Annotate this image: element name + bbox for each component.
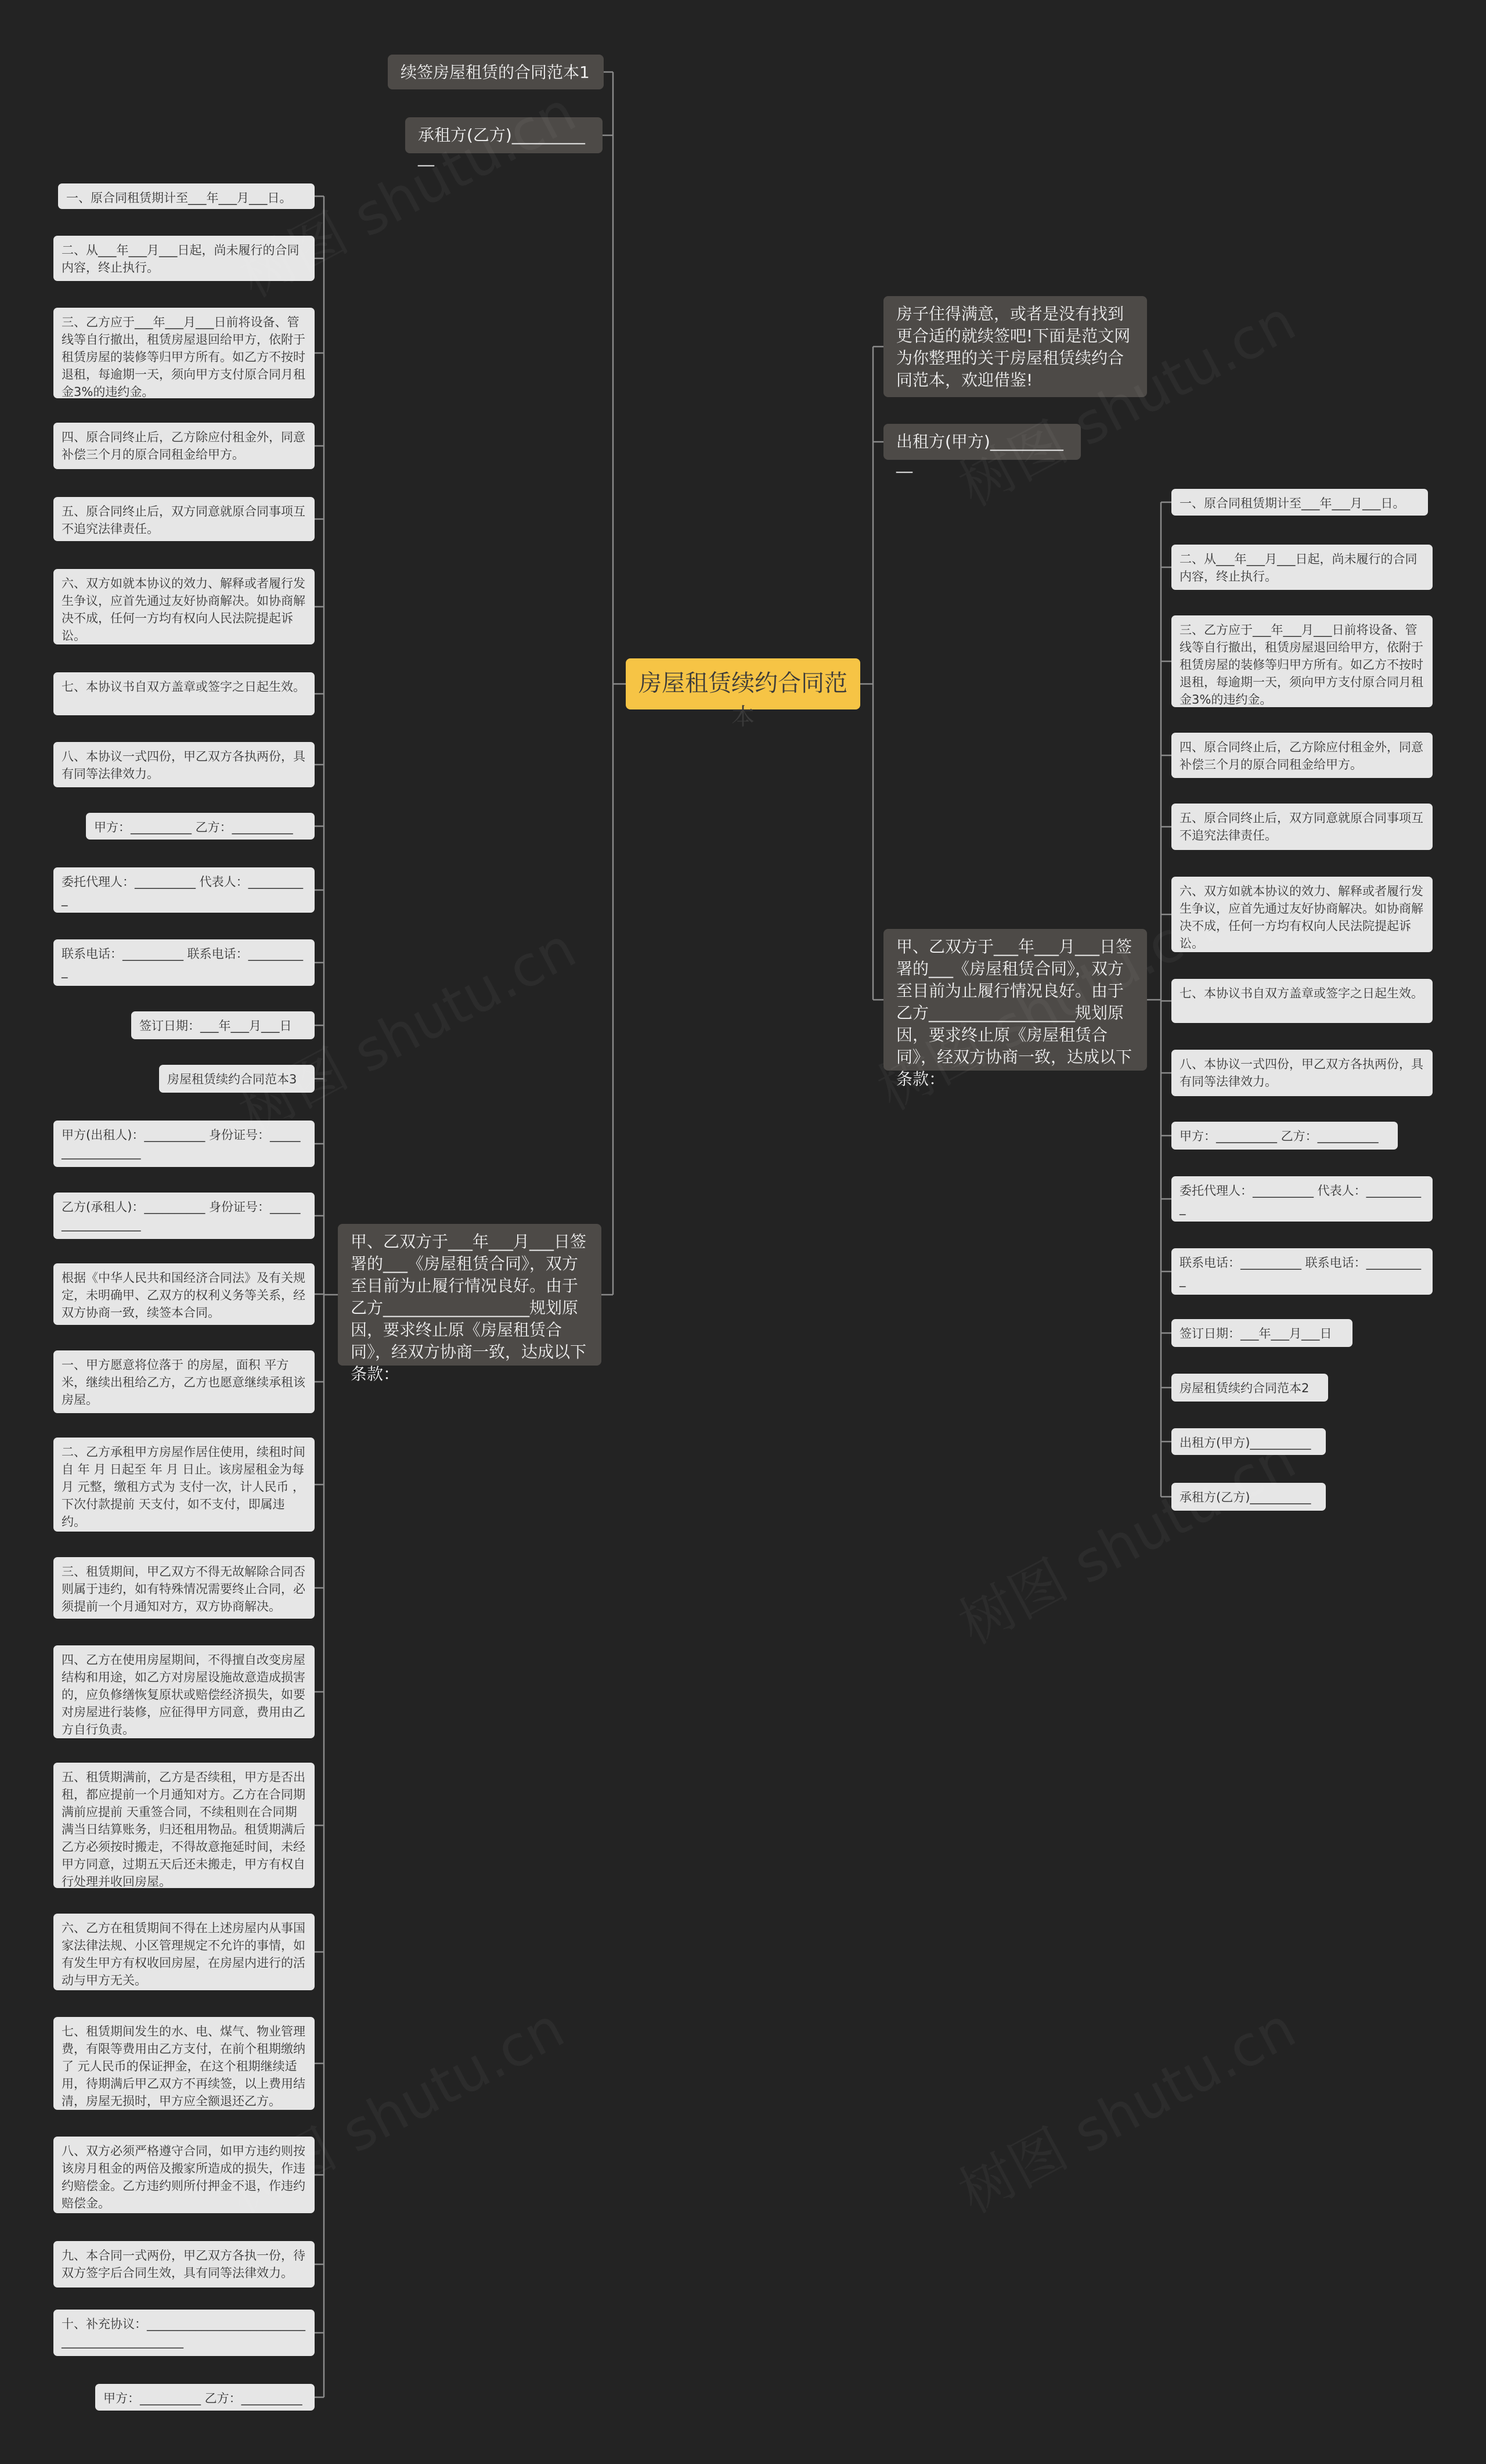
right-leaf-item[interactable]: 甲方：__________ 乙方：__________ xyxy=(1171,1122,1398,1150)
left-leaf-item[interactable]: 签订日期：___年___月___日 xyxy=(131,1011,315,1039)
right-leaf-item[interactable]: 八、本协议一式四份，甲乙双方各执两份，具有同等法律效力。 xyxy=(1171,1050,1433,1096)
right-leaf-item[interactable]: 五、原合同终止后，双方同意就原合同事项互不追究法律责任。 xyxy=(1171,804,1433,850)
left-leaf-item[interactable]: 三、租赁期间，甲乙双方不得无故解除合同否则属于违约，如有特殊情况需要终止合同，必须提前一个月通知对方，双方协商解决。 xyxy=(53,1557,315,1619)
right-leaf-item[interactable]: 七、本协议书自双方盖章或签字之日起生效。 xyxy=(1171,979,1433,1023)
root-topic[interactable]: 房屋租赁续约合同范本 xyxy=(626,658,860,709)
left-leaf-item[interactable]: 五、租赁期满前，乙方是否续租，甲方是否出租，都应提前一个月通知对方。乙方在合同期满前应提前 天重签合同，不续租则在合同期满当日结算账务，归还租用物品。租赁期满后乙方必须按时搬走，不得故意拖延时间，未经甲方同意，过期五天后还未搬走，甲方有权自行处理并收回房屋。 xyxy=(53,1763,315,1888)
left-summary[interactable]: 甲、乙双方于___年___月___日签署的___《房屋租赁合同》，双方至目前为止履行情况良好。由于乙方__________________规划原因，要求终止原《房屋租赁合同》，经双方协商一致，达成以下条款： xyxy=(338,1224,601,1366)
right-intro[interactable]: 房子住得满意，或者是没有找到更合适的就续签吧!下面是范文网为你整理的关于房屋租赁续约合同范本，欢迎借鉴! xyxy=(883,296,1147,397)
left-leaf-item[interactable]: 委托代理人：__________ 代表人：__________ xyxy=(53,867,315,913)
left-leaf-item[interactable]: 根据《中华人民共和国经济合同法》及有关规定，未明确甲、乙双方的权利义务等关系，经双方协商一致，续签本合同。 xyxy=(53,1263,315,1325)
left-leaf-item[interactable]: 乙方(承租人)：__________ 身份证号：__________________ xyxy=(53,1193,315,1239)
left-leaf-item[interactable]: 十、补充协议：______________________________________________ xyxy=(53,2310,315,2356)
left-leaf-item[interactable]: 四、乙方在使用房屋期间，不得擅自改变房屋结构和用途，如乙方对房屋设施故意造成损害的，应负修缮恢复原状或赔偿经济损失，如要对房屋进行装修，应征得甲方同意，费用由乙方自行负责。 xyxy=(53,1645,315,1738)
left-leaf-item[interactable]: 八、双方必须严格遵守合同，如甲方违约则按该房月租金的两倍及搬家所造成的损失，作违约赔偿金。乙方违约则所付押金不退，作违约赔偿金。 xyxy=(53,2137,315,2213)
right-lessor[interactable]: 出租方(甲方)___________ xyxy=(883,424,1081,460)
left-leaf-item[interactable]: 四、原合同终止后，乙方除应付租金外，同意补偿三个月的原合同租金给甲方。 xyxy=(53,423,315,469)
left-leaf-item[interactable]: 二、乙方承租甲方房屋作居住使用，续租时间自 年 月 日起至 年 月 日止。该房屋租金为每月 元整，缴租方式为 支付一次，计人民币 ，下次付款提前 天支付，如不支付，即属违约。 xyxy=(53,1438,315,1532)
left-leaf-item[interactable]: 六、双方如就本协议的效力、解释或者履行发生争议，应首先通过友好协商解决。如协商解决不成，任何一方均有权向人民法院提起诉讼。 xyxy=(53,569,315,644)
watermark xyxy=(943,1985,1307,2229)
right-summary[interactable]: 甲、乙双方于___年___月___日签署的___《房屋租赁合同》，双方至目前为止履行情况良好。由于乙方__________________规划原因，要求终止原《房屋租赁合同》，经双方协商一致，达成以下条款： xyxy=(883,929,1147,1071)
left-leaf-item[interactable]: 五、原合同终止后，双方同意就原合同事项互不追究法律责任。 xyxy=(53,497,315,541)
left-leaf-item[interactable]: 六、乙方在租赁期间不得在上述房屋内从事国家法律法规、小区管理规定不允许的事情，如有发生甲方有权收回房屋，在房屋内进行的活动与甲方无关。 xyxy=(53,1914,315,1990)
left-leaf-item[interactable]: 房屋租赁续约合同范本3 xyxy=(159,1065,315,1093)
left-leaf-item[interactable]: 七、租赁期间发生的水、电、煤气、物业管理费，有限等费用由乙方支付，在前个租期缴纳了 元人民币的保证押金，在这个租期继续适用，待期满后甲乙双方不再续签，以上费用结清，房屋无损时，甲方应全额退还乙方。 xyxy=(53,2017,315,2110)
left-leaf-item[interactable]: 七、本协议书自双方盖章或签字之日起生效。 xyxy=(53,672,315,715)
left-leaf-item[interactable]: 八、本协议一式四份，甲乙双方各执两份，具有同等法律效力。 xyxy=(53,742,315,787)
left-leaf-item[interactable]: 九、本合同一式两份，甲乙双方各执一份，待双方签字后合同生效，具有同等法律效力。 xyxy=(53,2241,315,2288)
left-leaf-item[interactable]: 甲方：__________ 乙方：__________ xyxy=(95,2384,315,2411)
right-leaf-item[interactable]: 三、乙方应于___年___月___日前将设备、管线等自行撤出，租赁房屋退回给甲方，依附于租赁房屋的装修等归甲方所有。如乙方不按时退租，每逾期一天，须向甲方支付原合同月租金3%的违约金。 xyxy=(1171,615,1433,707)
right-leaf-item[interactable]: 签订日期：___年___月___日 xyxy=(1171,1319,1352,1347)
right-leaf-item[interactable]: 联系电话：__________ 联系电话：__________ xyxy=(1171,1248,1433,1295)
left-leaf-item[interactable]: 一、甲方愿意将位落于 的房屋，面积 平方米，继续出租给乙方，乙方也愿意继续承租该房屋。 xyxy=(53,1350,315,1413)
left-leaf-item[interactable]: 一、原合同租赁期计至___年___月___日。 xyxy=(58,183,315,209)
right-leaf-item[interactable]: 二、从___年___月___日起，尚未履行的合同内容，终止执行。 xyxy=(1171,545,1433,590)
right-leaf-item[interactable]: 承租方(乙方)__________ xyxy=(1171,1483,1326,1511)
left-leaf-item[interactable]: 联系电话：__________ 联系电话：__________ xyxy=(53,939,315,986)
left-leaf-item[interactable]: 二、从___年___月___日起，尚未履行的合同内容，终止执行。 xyxy=(53,236,315,281)
left-leaf-item[interactable]: 甲方(出租人)：__________ 身份证号：__________________ xyxy=(53,1121,315,1167)
right-leaf-item[interactable]: 一、原合同租赁期计至___年___月___日。 xyxy=(1171,489,1428,516)
left-top-item[interactable]: 承租方(乙方)___________ xyxy=(405,117,603,153)
right-leaf-item[interactable]: 委托代理人：__________ 代表人：__________ xyxy=(1171,1176,1433,1222)
right-leaf-item[interactable]: 出租方(甲方)__________ xyxy=(1171,1428,1326,1455)
right-leaf-item[interactable]: 六、双方如就本协议的效力、解释或者履行发生争议，应首先通过友好协商解决。如协商解决不成，任何一方均有权向人民法院提起诉讼。 xyxy=(1171,877,1433,952)
left-leaf-item[interactable]: 三、乙方应于___年___月___日前将设备、管线等自行撤出，租赁房屋退回给甲方，依附于租赁房屋的装修等归甲方所有。如乙方不按时退租，每逾期一天，须向甲方支付原合同月租金3%的违约金。 xyxy=(53,308,315,398)
left-top-item[interactable]: 续签房屋租赁的合同范本1 xyxy=(388,55,604,89)
right-leaf-item[interactable]: 四、原合同终止后，乙方除应付租金外，同意补偿三个月的原合同租金给甲方。 xyxy=(1171,733,1433,778)
right-leaf-item[interactable]: 房屋租赁续约合同范本2 xyxy=(1171,1374,1328,1402)
left-leaf-item[interactable]: 甲方：__________ 乙方：__________ xyxy=(86,813,315,840)
